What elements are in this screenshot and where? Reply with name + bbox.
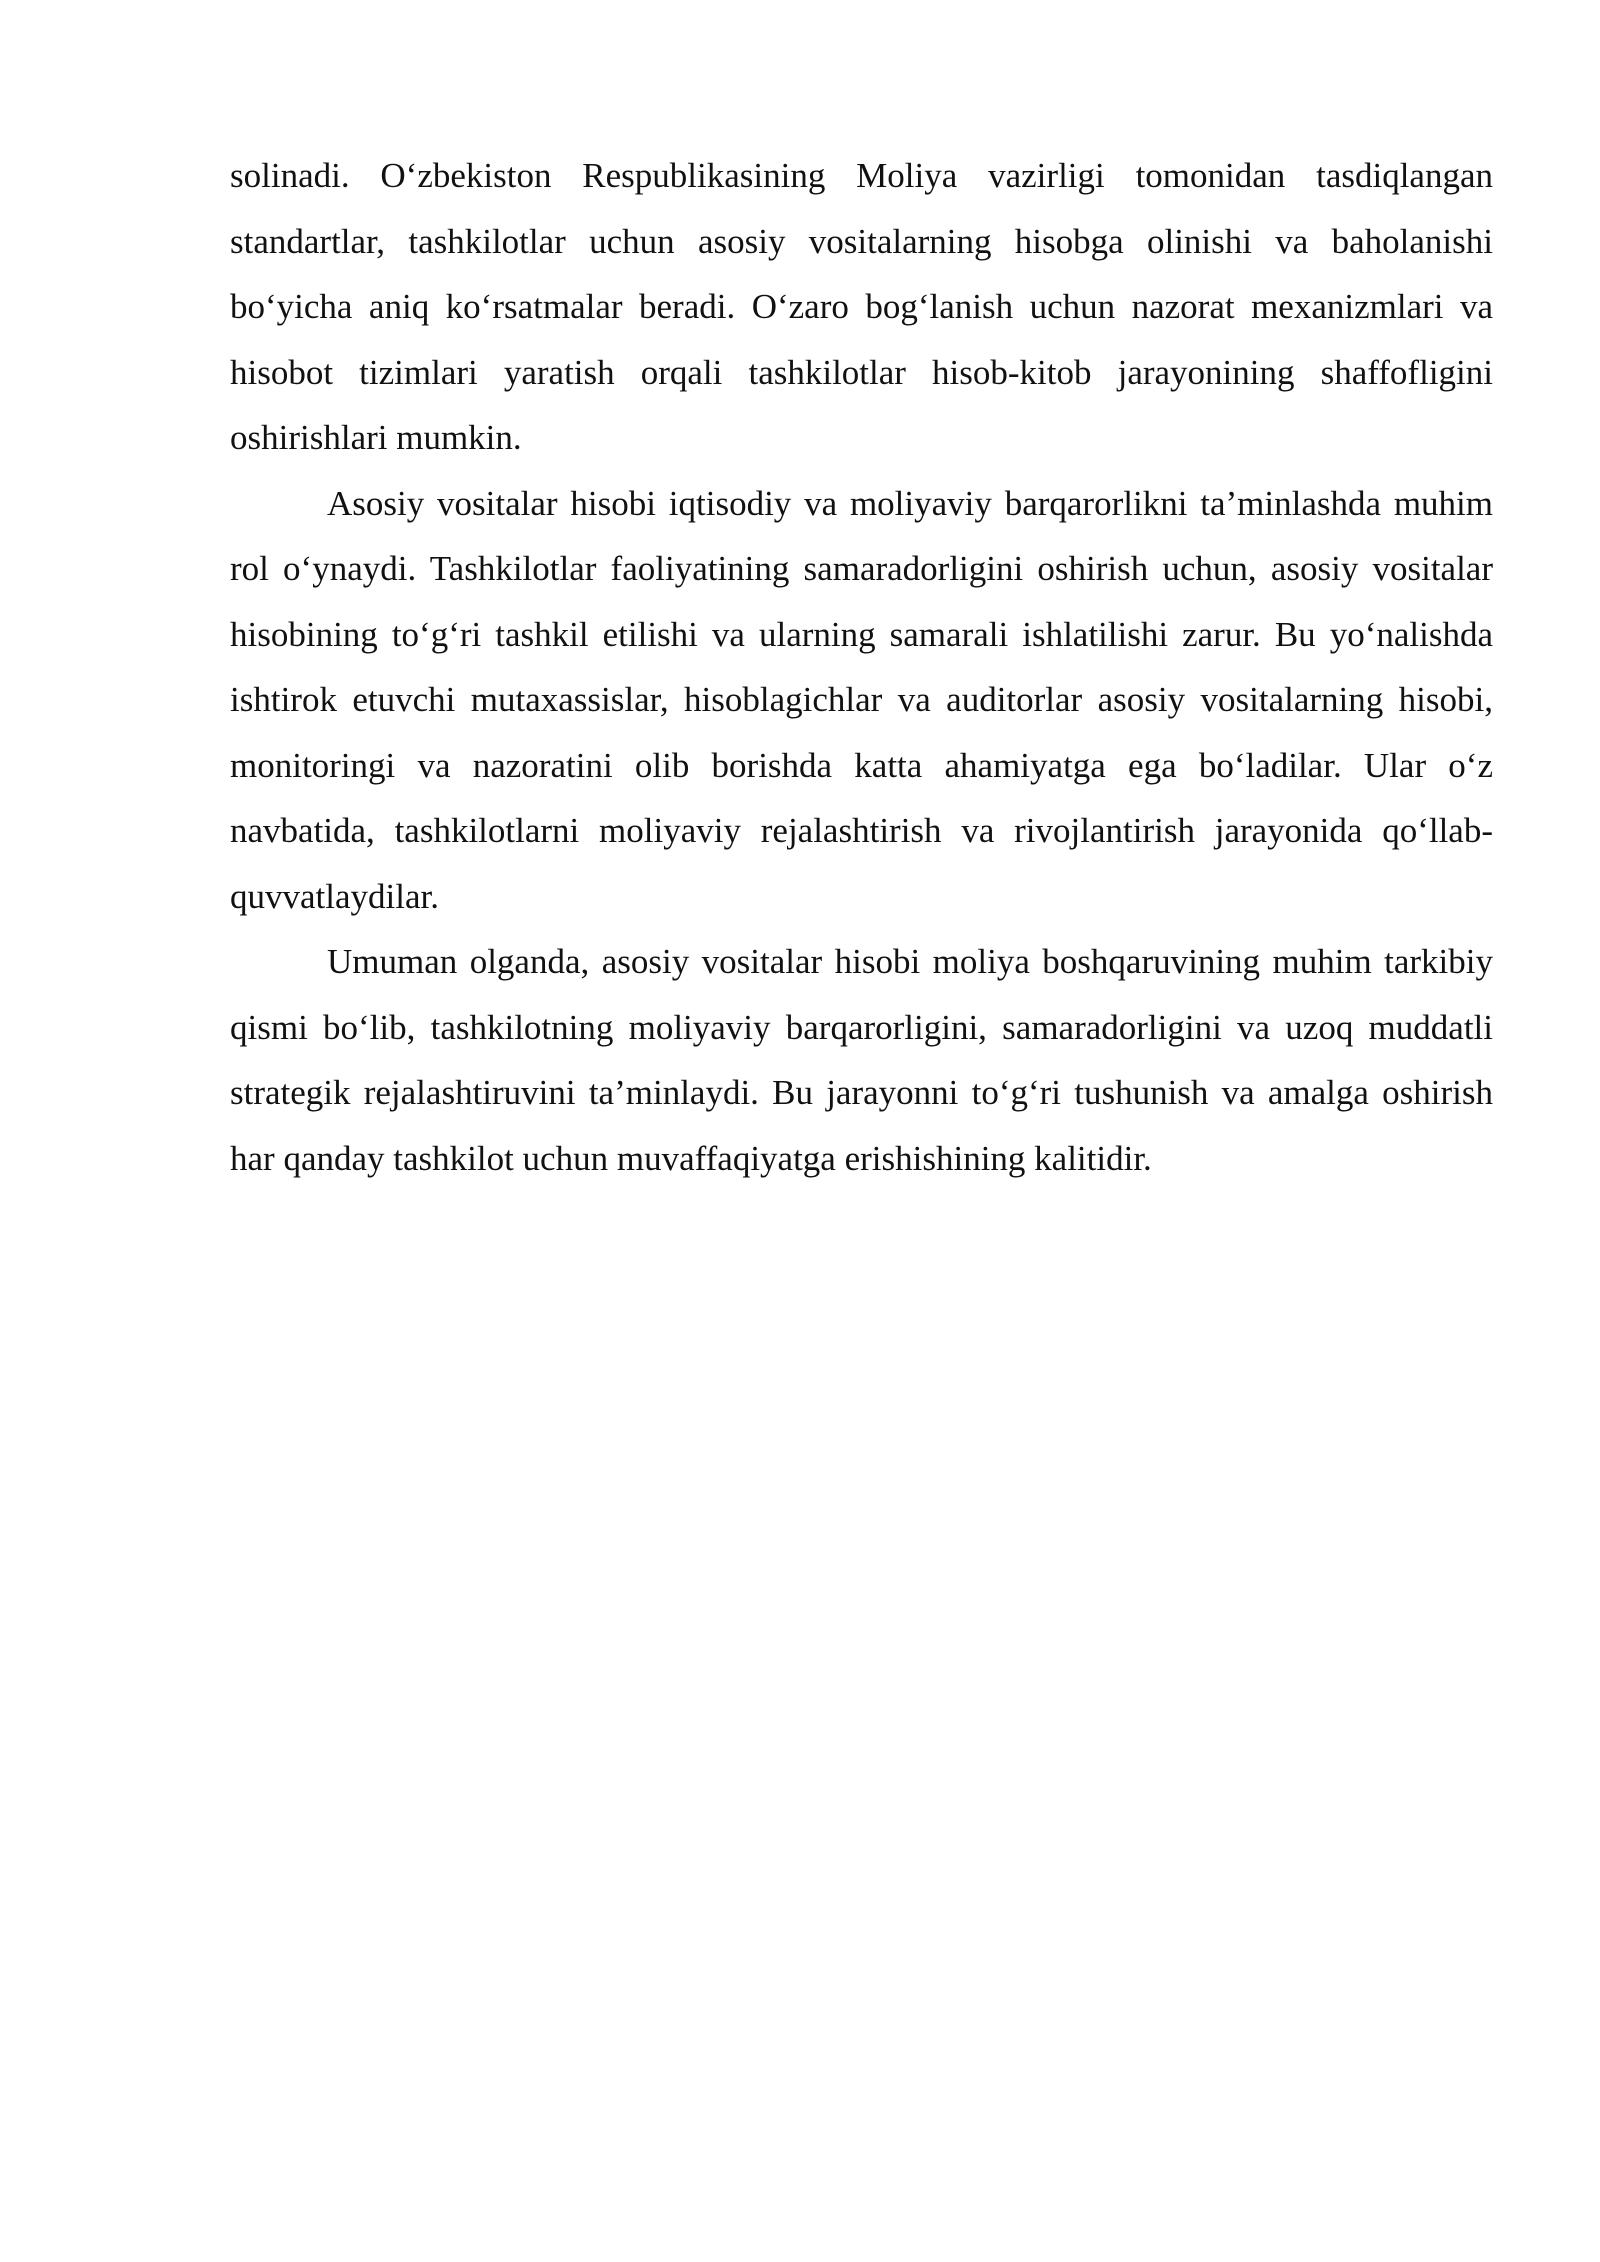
- paragraph-continuation: solinadi. O‘zbekiston Respublikasining Moliya vazirligi tomonidan tasdiqlangan standartlar, tashkilotlar uchun asosiy vositalarning hisobga olinishi va baholanishi bo‘yicha aniq ko‘rsatmalar beradi. O‘zaro bog‘lanish uchun nazorat mexanizmlari va hisobot tizimlari yaratish orqali tashkilotlar hisob-kitob jarayonining shaffofligini oshirishlari mumkin.: [230, 156, 1493, 457]
- paragraph: Umuman olganda, asosiy vositalar hisobi moliya boshqaruvining muhim tarkibiy qismi bo‘lib, tashkilotning moliyaviy barqarorligini, samaradorligini va uzoq muddatli strategik rejalashtiruvini ta’minlaydi. Bu jarayonni to‘g‘ri tushunish va amalga oshirish har qanday tashkilot uchun muvaffaqiyatga erishishining kalitidir.: [230, 942, 1493, 1178]
- paragraph: Asosiy vositalar hisobi iqtisodiy va moliyaviy barqarorlikni ta’minlashda muhim rol o‘ynaydi. Tashkilotlar faoliyatining samaradorligini oshirish uchun, asosiy vositalar hisobining to‘g‘ri tashkil etilishi va ularning samarali ishlatilishi zarur. Bu yo‘nalishda ishtirok etuvchi mutaxassislar, hisoblagichlar va auditorlar asosiy vositalarning hisobi, monitoringi va nazoratini olib borishda katta ahamiyatga ega bo‘ladilar. Ular o‘z navbatida, tashkilotlarni moliyaviy rejalashtirish va rivojlantirish jarayonida qo‘llab-quvvatlaydilar.: [230, 483, 1493, 916]
- body-text: [230, 143, 1493, 1191]
